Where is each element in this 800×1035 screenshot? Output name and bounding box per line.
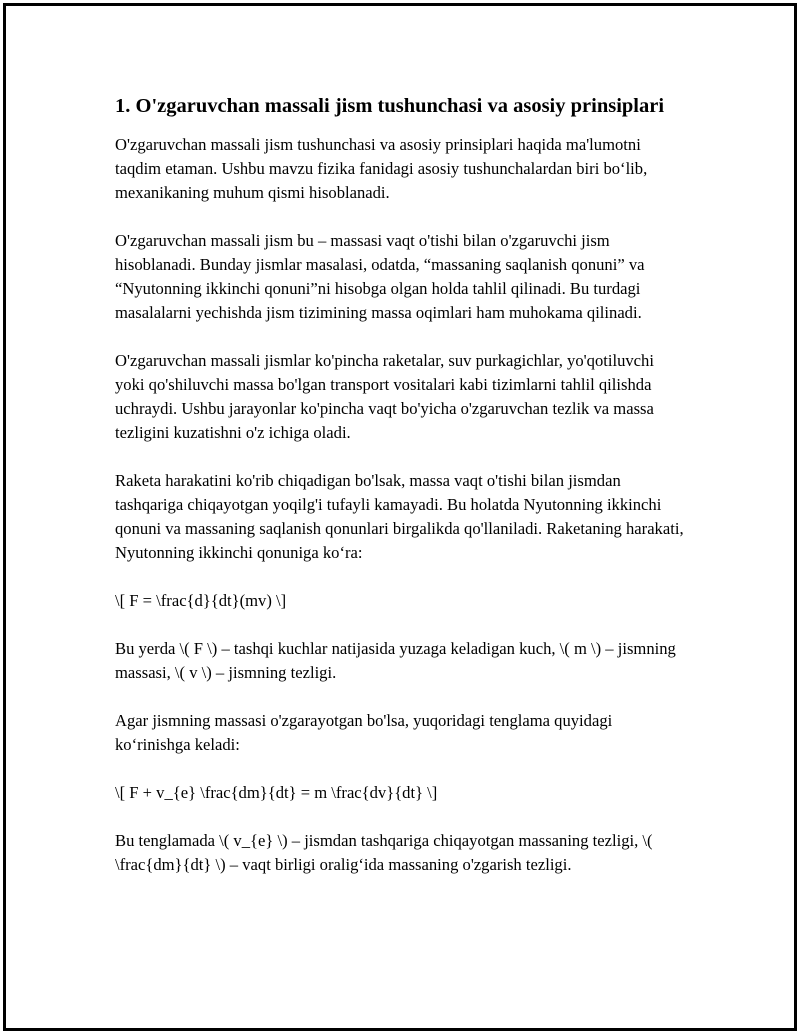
paragraph-definition: O'zgaruvchan massali jism bu – massasi vaqt o'tishi bilan o'zgaruvchi jism hisoblanadi. Bunday jismlar masalasi, odatda, “massaning saqlanish qonuni” va “Nyutonning ikkinchi qonuni”ni hisobga olgan holda tahlil qilinadi. Bu turdagi masalalarni yechishda jism tizimining massa oqimlari ham muhokama qilinadi. xyxy=(115,231,645,322)
formula-newton-second-law: \[ F = \frac{d}{dt}(mv) \] xyxy=(115,591,287,610)
paragraph-applications: O'zgaruvchan massali jismlar ko'pincha raketalar, suv purkagichlar, yo'qotiluvchi yoki qo'shiluvchi massa bo'lgan transport vositalari kabi tizimlarni tahlil qilishda uchraydi. Ushbu jarayonlar ko'pincha vaqt bo'yicha o'zgaruvchan tezlik va massa tezligini kuzatishni o'z ichiga oladi. xyxy=(115,351,654,442)
document-title: 1. O'zgaruvchan massali jism tushunchasi va asosiy prinsiplari xyxy=(115,95,665,117)
document-body xyxy=(115,92,685,901)
paragraph-equation-explanation: Bu tenglamada \( v_{e} \) – jismdan tashqariga chiqayotgan massaning tezligi, \( \frac{dm}{dt} \) – vaqt birligi oralig‘ida massaning o'zgarish tezligi. xyxy=(115,831,653,874)
paragraph-intro: O'zgaruvchan massali jism tushunchasi va asosiy prinsiplari haqida ma'lumotni taqdim etaman. Ushbu mavzu fizika fanidagi asosiy tushunchalardan biri bo‘lib, mexanikaning muhum qismi hisoblanadi. xyxy=(115,135,648,202)
formula-variable-mass: \[ F + v_{e} \frac{dm}{dt} = m \frac{dv}{dt} \] xyxy=(115,783,438,802)
paragraph-variable-mass: Agar jismning massasi o'zgarayotgan bo'lsa, yuqoridagi tenglama quyidagi ko‘rinishga keladi: xyxy=(115,711,613,754)
paragraph-variables: Bu yerda \( F \) – tashqi kuchlar natijasida yuzaga keladigan kuch, \( m \) – jismning massasi, \( v \) – jismning tezligi. xyxy=(115,639,676,682)
paragraph-rocket: Raketa harakatini ko'rib chiqadigan bo'lsak, massa vaqt o'tishi bilan jismdan tashqariga chiqayotgan yoqilg'i tufayli kamayadi. Bu holatda Nyutonning ikkinchi qonuni va massaning saqlanish qonunlari birgalikda qo'llaniladi. Raketaning harakati, Nyutonning ikkinchi qonuniga ko‘ra: xyxy=(115,471,684,562)
